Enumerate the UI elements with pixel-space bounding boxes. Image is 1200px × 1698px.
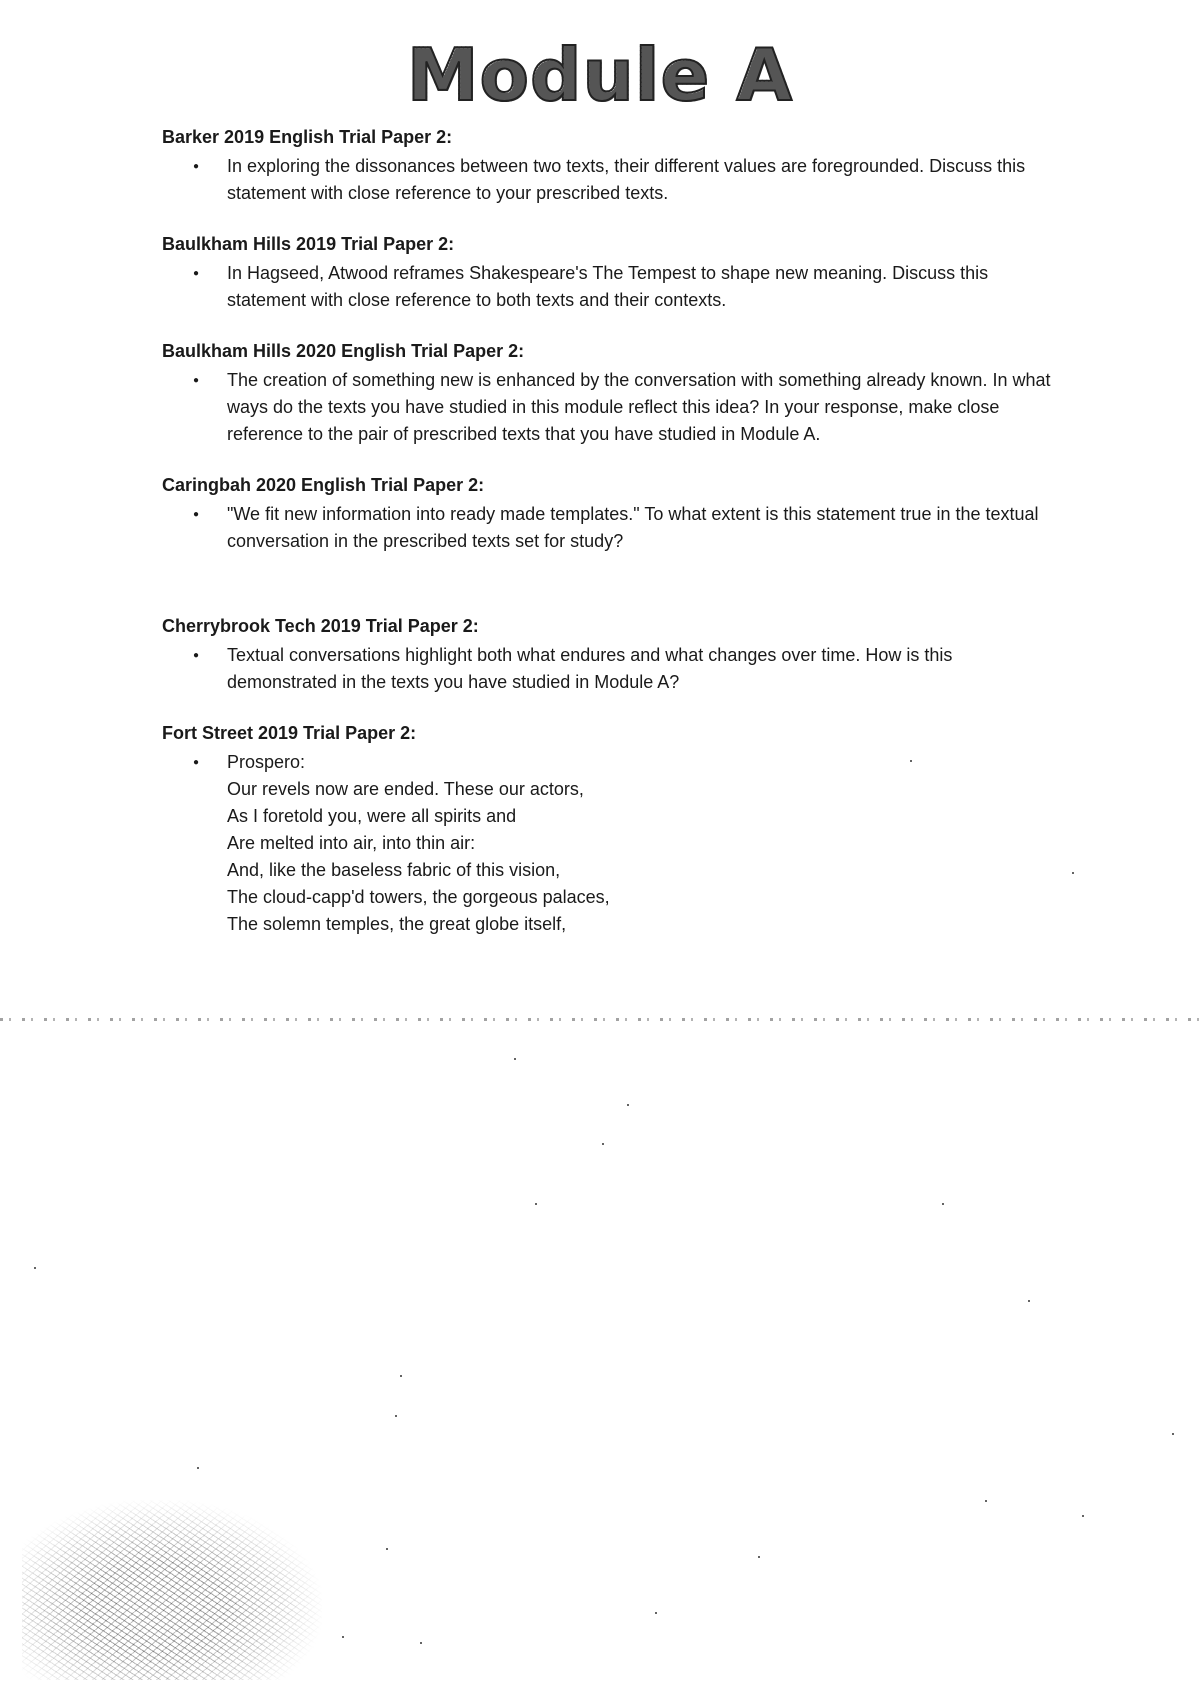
quote-item — [227, 749, 1062, 938]
scan-speck — [985, 1500, 987, 1502]
question-item: ● In Hagseed, Atwood reframes Shakespeare's The Tempest to shape new meaning. Discuss this statement with close reference to both texts and their contexts. — [227, 260, 1062, 314]
verse-line: As I foretold you, were all spirits and — [227, 806, 517, 826]
question-item: ● Textual conversations highlight both what endures and what changes over time. How is this demonstrated in the texts you have studied in Module A? — [227, 642, 1062, 696]
question-list — [162, 367, 1062, 448]
section-heading: Cherrybrook Tech 2019 Trial Paper 2: — [162, 616, 479, 636]
scan-speck — [1082, 1515, 1084, 1517]
scan-speck — [1072, 872, 1074, 874]
section-heading: Fort Street 2019 Trial Paper 2: — [162, 723, 417, 743]
scan-speck — [420, 1642, 422, 1644]
page-title: Module A — [0, 30, 1200, 120]
document-body — [162, 126, 1062, 938]
scan-speck — [34, 1267, 36, 1269]
section-heading: Caringbah 2020 English Trial Paper 2: — [162, 475, 485, 495]
scan-speck — [758, 1556, 760, 1558]
verse-line: The solemn temples, the great globe itself, — [227, 914, 567, 934]
section-heading: Baulkham Hills 2019 Trial Paper 2: — [162, 234, 455, 254]
scan-speck — [514, 1058, 516, 1060]
question-list — [162, 642, 1062, 696]
scan-speck — [942, 1203, 944, 1205]
question-item: ● The creation of something new is enhanced by the conversation with something already known. In what ways do the texts you have studied in this module reflect this idea? In your response, make close reference to the pair of prescribed texts that you have studied in Module A. — [227, 367, 1062, 448]
section-caringbah-2020 — [162, 474, 1062, 555]
scan-speck — [910, 760, 912, 762]
scan-speck — [655, 1612, 657, 1614]
scan-speck — [1028, 1300, 1030, 1302]
scan-speck — [386, 1548, 388, 1550]
section-barker-2019 — [162, 126, 1062, 207]
question-item: ● In exploring the dissonances between two texts, their different values are foregrounded. Discuss this statement with close reference to your prescribed texts. — [227, 153, 1062, 207]
verse-line: Our revels now are ended. These our actors, — [227, 779, 584, 799]
question-list — [162, 749, 1062, 938]
question-list — [162, 501, 1062, 555]
section-heading: Barker 2019 English Trial Paper 2: — [162, 127, 453, 147]
question-list — [162, 153, 1062, 207]
question-list — [162, 260, 1062, 314]
scan-speck — [395, 1415, 397, 1417]
section-cherrybrook-2019 — [162, 615, 1062, 696]
scan-speck — [342, 1636, 344, 1638]
scan-speck — [602, 1143, 604, 1145]
scan-noise-blob — [22, 1500, 322, 1680]
scan-speck — [197, 1467, 199, 1469]
section-baulkham-hills-2020 — [162, 340, 1062, 448]
verse-line: Are melted into air, into thin air: — [227, 833, 476, 853]
scan-speck — [400, 1375, 402, 1377]
section-baulkham-hills-2019 — [162, 233, 1062, 314]
question-item: ● "We fit new information into ready made templates." To what extent is this statement true in the textual conversation in the prescribed texts set for study? — [227, 501, 1062, 555]
scan-speck — [535, 1203, 537, 1205]
scan-noise-line — [0, 1018, 1200, 1021]
speaker-label: ● Prospero: — [227, 752, 306, 772]
verse-line: The cloud-capp'd towers, the gorgeous palaces, — [227, 887, 610, 907]
scan-speck — [627, 1104, 629, 1106]
scan-speck — [1172, 1433, 1174, 1435]
section-heading: Baulkham Hills 2020 English Trial Paper 2: — [162, 341, 525, 361]
verse-line: And, like the baseless fabric of this vision, — [227, 860, 561, 880]
section-fort-street-2019 — [162, 722, 1062, 938]
